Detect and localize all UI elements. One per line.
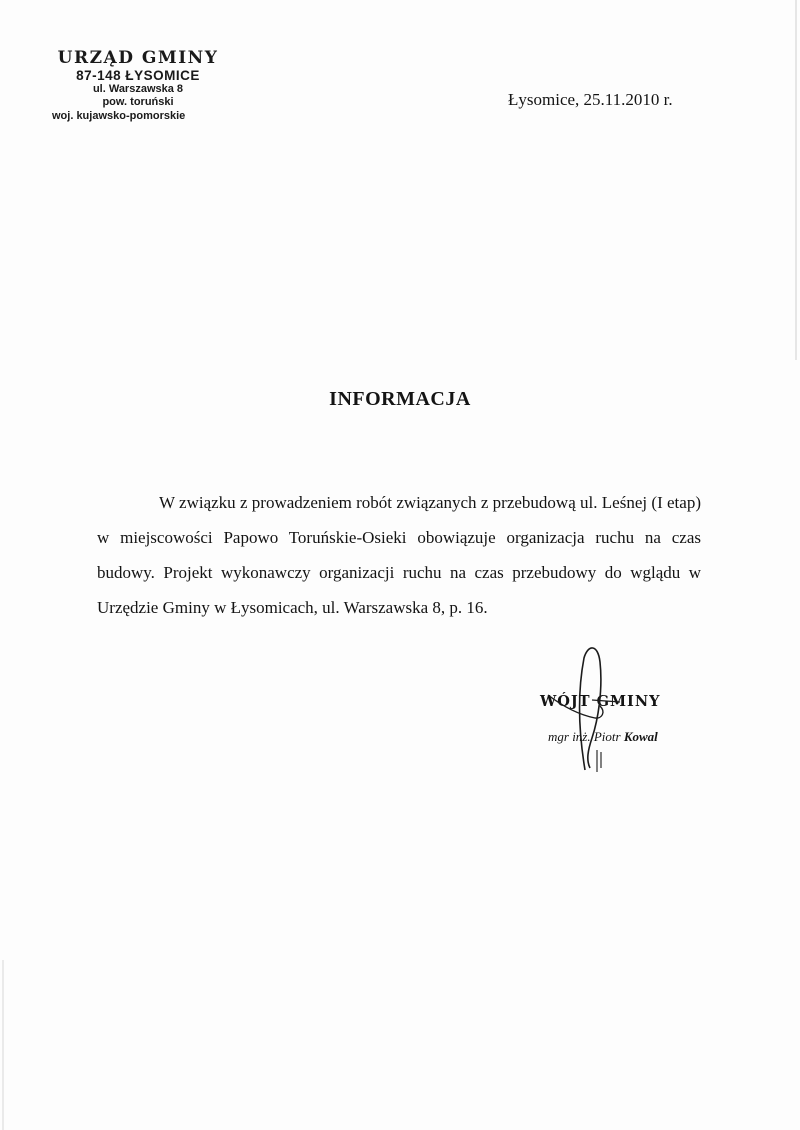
signature-name-prefix: mgr inż. Piotr [548,729,621,744]
stamp-postal-town: 87-148 ŁYSOMICE [76,68,200,83]
stamp-voivodeship: woj. kujawsko-pomorskie [52,110,186,122]
body-paragraph: W związku z prowadzeniem robót związanych z przebudową ul. Leśnej (I etap) w miejscowości Papowo Toruńskie-Osieki obowiązuje organizacja ruchu na czas budowy. Projekt wykonawczy organizacji ruchu na czas przebudowy do wglądu w Urzędzie Gminy w Łysomicach, ul. Warszawska 8, p. 16. [97,493,701,617]
signature-name-last: Kowal [623,729,658,744]
office-stamp [38,48,238,123]
signature-role-stamp: WÓJT GMINY [540,693,661,710]
letter-date: Łysomice, 25.11.2010 r. [508,90,673,109]
document-title: INFORMACJA [329,388,471,410]
stamp-office-name: URZĄD GMINY [57,48,219,68]
handwritten-signature [540,640,640,780]
stamp-street: ul. Warszawska 8 [92,83,184,95]
stamp-county: pow. toruński [102,96,174,108]
